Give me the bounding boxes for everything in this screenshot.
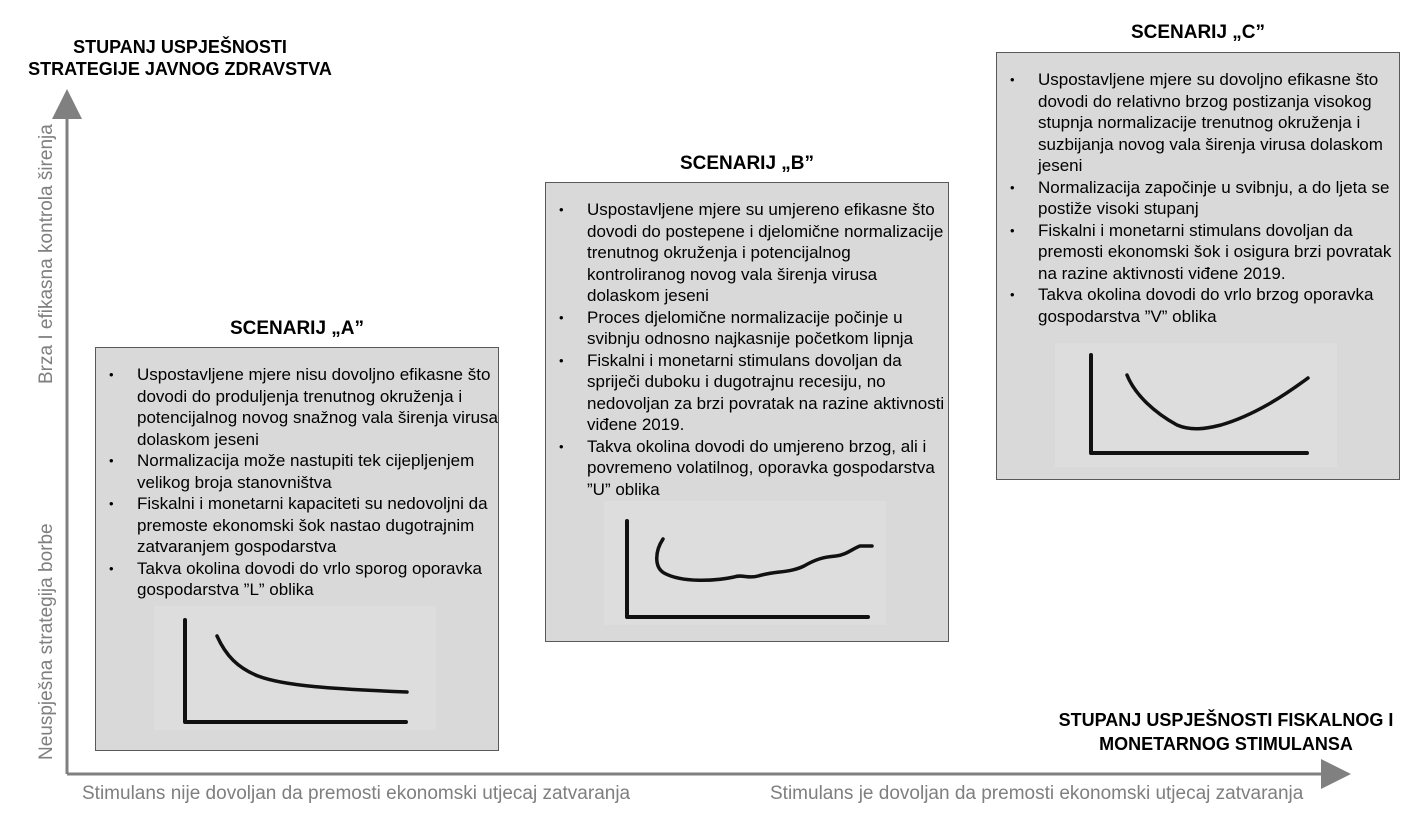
scenario-a-bullet-1: • Uspostavljene mjere nisu dovoljno efikasne što dovodi do produljenja trenutnog okruženja i potencijalnog novog snažnog vala širenja virusa dolaskom jeseni xyxy=(137,364,498,450)
scenario-b-title: SCENARIJ „B” xyxy=(679,153,815,174)
y-axis-title xyxy=(0,36,360,80)
scenario-b-recovery-curve xyxy=(657,539,872,580)
x-axis-high-label: Stimulans je dovoljan da premosti ekonomski utjecaj zatvaranja xyxy=(770,783,1304,804)
y-axis-title-line-2: STRATEGIJE JAVNOG ZDRAVSTVA xyxy=(28,59,332,79)
scenario-c-bullet-2: • Normalizacija započinje u svibnju, a do ljeta se postiže visoki stupanj xyxy=(1038,177,1399,220)
scenario-a-bullet-4: • Takva okolina dovodi do vrlo sporog oporavka gospodarstva ”L” oblika xyxy=(137,558,498,601)
scenario-b-bullets xyxy=(546,199,948,500)
scenario-c-box xyxy=(996,52,1400,480)
scenario-c-v-shape-sketch xyxy=(1055,343,1337,467)
scenario-b-bullet-2: • Proces djelomične normalizacije počinje u svibnju odnosno najkasnije početkom lipnja xyxy=(587,307,948,350)
scenario-b-bullet-3: • Fiskalni i monetarni stimulans dovoljan da spriječi duboku i dugotrajnu recesiju, no nedovoljan za brzi povratak na razine aktivnosti viđene 2019. xyxy=(587,350,948,436)
scenario-a-title: SCENARIJ „A” xyxy=(229,318,365,339)
scenario-b-sketch-axes xyxy=(627,521,868,617)
x-axis-low-label: Stimulans nije dovoljan da premosti ekonomski utjecaj zatvaranja xyxy=(82,783,631,804)
y-axis-low-label: Neuspješna strategija borbe xyxy=(36,523,57,760)
x-axis-title-line-1: STUPANJ USPJEŠNOSTI FISKALNOG I xyxy=(1058,710,1394,730)
scenario-a-l-shape-sketch xyxy=(154,606,436,730)
scenario-b-bullet-1: • Uspostavljene mjere su umjereno efikasne što dovodi do postepene i djelomične normalizacije trenutnog okruženja i potencijalnog kontroliranog novog vala širenja virusa dolaskom jeseni xyxy=(587,199,948,307)
scenario-c-bullet-4: • Takva okolina dovodi do vrlo brzog oporavka gospodarstva ”V” oblika xyxy=(1038,284,1399,327)
x-axis-title xyxy=(1030,708,1422,756)
x-axis-title-line-2: MONETARNOG STIMULANSA xyxy=(1099,734,1353,754)
y-axis-title-line-1: STUPANJ USPJEŠNOSTI xyxy=(73,37,287,57)
scenario-b-box xyxy=(545,182,949,642)
scenario-a-bullet-2: • Normalizacija može nastupiti tek cijepljenjem velikog broja stanovništva xyxy=(137,450,498,493)
scenario-b-u-shape-sketch xyxy=(604,501,886,625)
y-axis-high-label: Brza I efikasna kontrola širenja xyxy=(36,124,57,384)
scenario-c-bullet-1: • Uspostavljene mjere su dovoljno efikasne što dovodi do relativno brzog postizanja visokog stupnja normalizacije trenutnog okruženja i suzbijanja novog vala širenja virusa dolaskom jeseni xyxy=(1038,69,1399,177)
scenario-b-bullet-4: • Takva okolina dovodi do umjereno brzog, ali i povremeno volatilnog, oporavka gospodarstva ”U” oblika xyxy=(587,436,948,501)
scenario-c-bullets xyxy=(997,69,1399,327)
scenario-c-bullet-3: • Fiskalni i monetarni stimulans dovoljan da premosti ekonomski šok i osigura brzi povratak na razine aktivnosti viđene 2019. xyxy=(1038,220,1399,285)
scenario-a-bullets xyxy=(96,364,498,601)
scenario-c-title: SCENARIJ „C” xyxy=(1130,22,1266,43)
scenario-c-recovery-curve xyxy=(1127,375,1308,429)
scenario-a-box xyxy=(95,347,499,751)
scenario-a-bullet-3: • Fiskalni i monetarni kapaciteti su nedovoljni da premoste ekonomski šok nastao dugotrajnim zatvaranjem gospodarstva xyxy=(137,493,498,558)
scenario-c-sketch-axes xyxy=(1091,355,1307,453)
scenario-a-recovery-curve xyxy=(217,636,407,692)
